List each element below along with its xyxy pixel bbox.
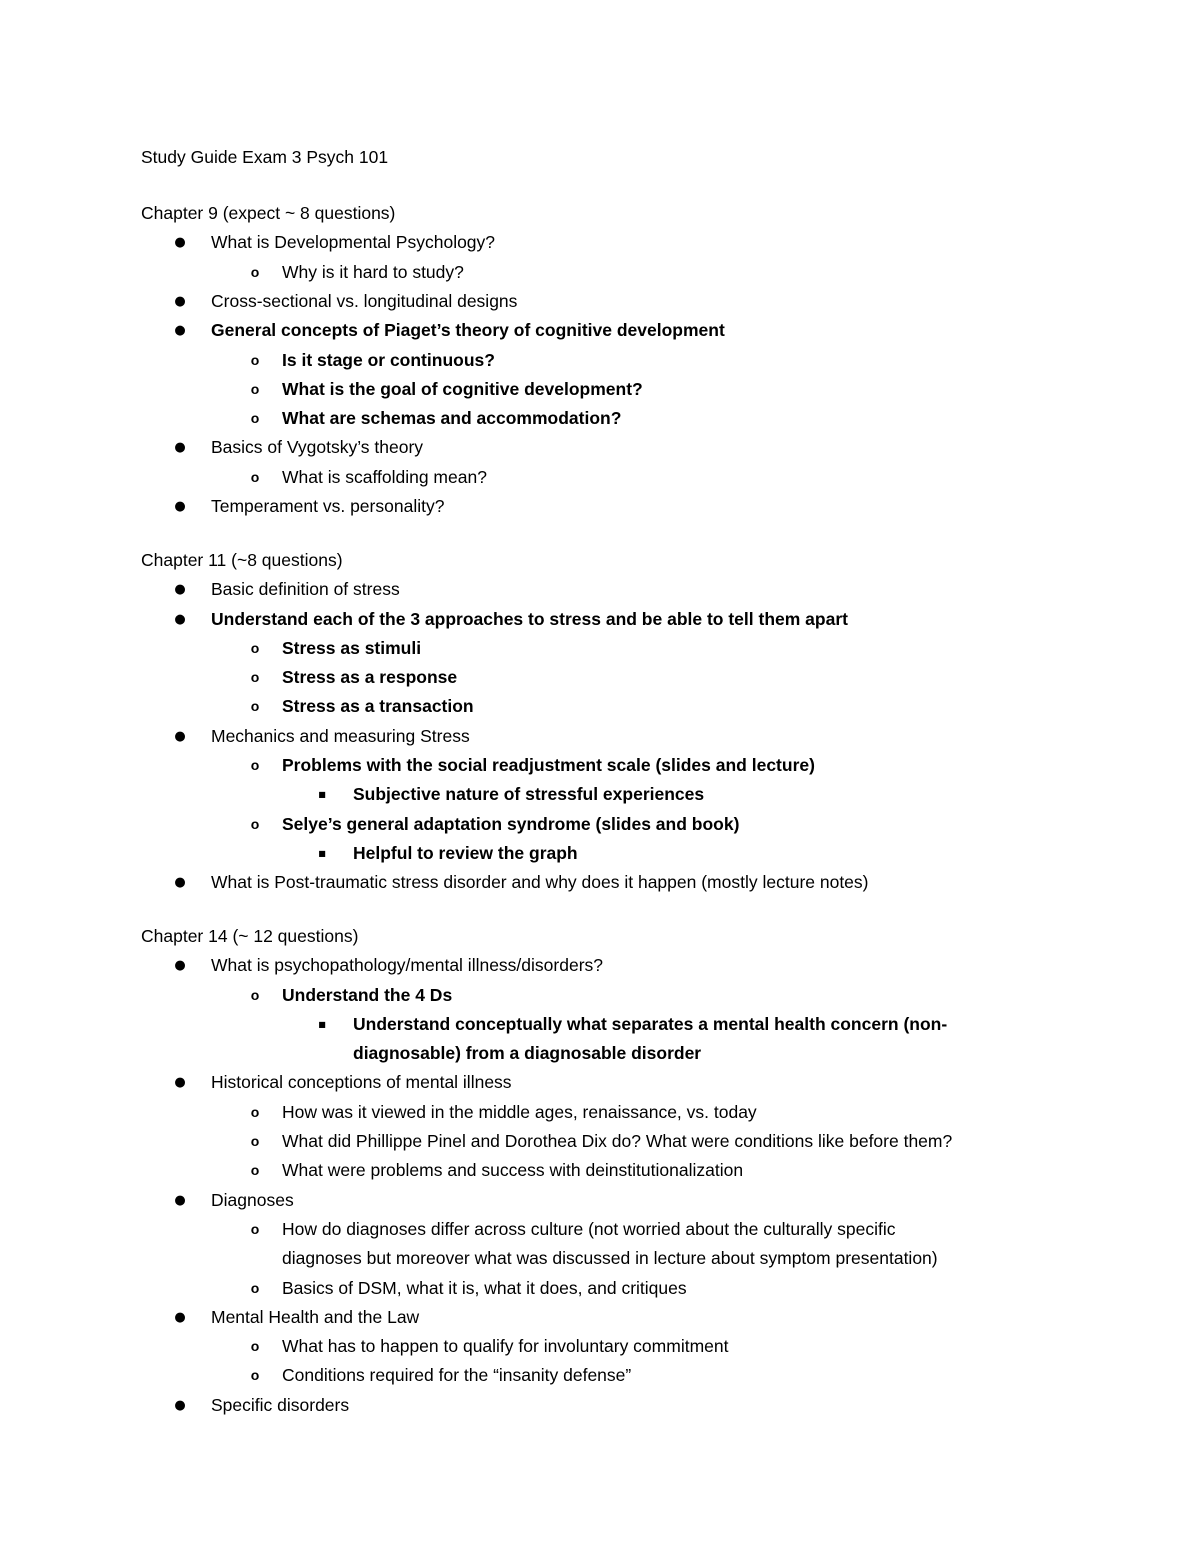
list-item-level-2 bbox=[0, 1156, 1100, 1185]
bullet-circle-icon: o bbox=[250, 469, 260, 485]
bullet-dot-icon: ● bbox=[174, 235, 186, 250]
list-item-level-1 bbox=[0, 1186, 1100, 1215]
list-item-level-1 bbox=[0, 1391, 1100, 1420]
list-item-level-3 bbox=[0, 1010, 1100, 1039]
list-item-level-2 bbox=[0, 810, 1100, 839]
list-item-level-2 bbox=[0, 634, 1100, 663]
list-item-text: How do diagnoses differ across culture (not worried about the culturally specific bbox=[282, 1219, 896, 1239]
list-item-level-2 bbox=[0, 1274, 1100, 1303]
list-item-text: What is the goal of cognitive development? bbox=[282, 379, 643, 399]
list-item-text: Stress as a transaction bbox=[282, 696, 474, 716]
document-title: Study Guide Exam 3 Psych 101 bbox=[141, 147, 389, 167]
bullet-dot-icon: ● bbox=[174, 323, 186, 338]
bullet-circle-icon: o bbox=[250, 1104, 260, 1120]
list-item-text: diagnosable) from a diagnosable disorder bbox=[353, 1043, 702, 1063]
bullet-circle-icon: o bbox=[250, 987, 260, 1003]
bullet-dot-icon: ● bbox=[174, 729, 186, 744]
list-item-text: Stress as a response bbox=[282, 667, 458, 687]
bullet-dot-icon: ● bbox=[174, 499, 186, 514]
list-item-text: diagnoses but moreover what was discussed in lecture about symptom presentation) bbox=[282, 1248, 938, 1268]
bullet-dot-icon: ● bbox=[174, 958, 186, 973]
chapter-heading: Chapter 11 (~8 questions) bbox=[141, 550, 343, 570]
bullet-circle-icon: o bbox=[250, 1162, 260, 1178]
bullet-dot-icon: ● bbox=[174, 1310, 186, 1325]
bullet-circle-icon: o bbox=[250, 1367, 260, 1383]
list-item-level-2 bbox=[0, 1127, 1100, 1156]
list-item-text: What is scaffolding mean? bbox=[282, 467, 487, 487]
list-item-level-1 bbox=[0, 722, 1100, 751]
bullet-circle-icon: o bbox=[250, 698, 260, 714]
list-item-level-1 bbox=[0, 316, 1100, 345]
list-item-text: Mental Health and the Law bbox=[211, 1307, 420, 1327]
list-item-text: What is psychopathology/mental illness/disorders? bbox=[211, 955, 603, 975]
bullet-circle-icon: o bbox=[250, 1338, 260, 1354]
list-item-text: Is it stage or continuous? bbox=[282, 350, 495, 370]
bullet-circle-icon: o bbox=[250, 816, 260, 832]
bullet-dot-icon: ● bbox=[174, 1075, 186, 1090]
list-item-text: What are schemas and accommodation? bbox=[282, 408, 622, 428]
bullet-circle-icon: o bbox=[250, 410, 260, 426]
bullet-circle-icon: o bbox=[250, 757, 260, 773]
list-item-level-2 bbox=[0, 463, 1100, 492]
list-item-level-2 bbox=[0, 375, 1100, 404]
list-item-text: Subjective nature of stressful experiences bbox=[353, 784, 705, 804]
bullet-dot-icon: ● bbox=[174, 582, 186, 597]
bullet-circle-icon: o bbox=[250, 264, 260, 280]
list-item-level-2 bbox=[0, 692, 1100, 721]
list-item-text: Stress as stimuli bbox=[282, 638, 422, 658]
list-item-text: Understand conceptually what separates a mental health concern (non- bbox=[353, 1014, 948, 1034]
list-item-text: What has to happen to qualify for involuntary commitment bbox=[282, 1336, 729, 1356]
list-item-text: Cross-sectional vs. longitudinal designs bbox=[211, 291, 518, 311]
list-item-text: Specific disorders bbox=[211, 1395, 350, 1415]
list-item-level-1 bbox=[0, 605, 1100, 634]
list-item-text: Basics of DSM, what it is, what it does, and critiques bbox=[282, 1278, 687, 1298]
list-item-level-2 bbox=[0, 346, 1100, 375]
list-item-level-1 bbox=[0, 575, 1100, 604]
bullet-circle-icon: o bbox=[250, 1133, 260, 1149]
bullet-circle-icon: o bbox=[250, 1221, 260, 1237]
list-item-level-1 bbox=[0, 868, 1100, 897]
list-item-level-2 bbox=[0, 258, 1100, 287]
list-item-text: Understand each of the 3 approaches to stress and be able to tell them apart bbox=[211, 609, 848, 629]
bullet-circle-icon: o bbox=[250, 669, 260, 685]
list-item-level-2 bbox=[0, 1215, 1100, 1244]
bullet-square-icon: ■ bbox=[318, 1020, 326, 1029]
bullet-dot-icon: ● bbox=[174, 1398, 186, 1413]
bullet-circle-icon: o bbox=[250, 352, 260, 368]
list-item-text: What did Phillippe Pinel and Dorothea Dix do? What were conditions like before them? bbox=[282, 1131, 953, 1151]
list-item-text: Problems with the social readjustment scale (slides and lecture) bbox=[282, 755, 815, 775]
bullet-circle-icon: o bbox=[250, 1280, 260, 1296]
list-item-text: Selye’s general adaptation syndrome (slides and book) bbox=[282, 814, 740, 834]
list-item-text: Basics of Vygotsky’s theory bbox=[211, 437, 424, 457]
list-item-text: Why is it hard to study? bbox=[282, 262, 464, 282]
list-item-level-3 bbox=[0, 780, 1100, 809]
list-item-text: Helpful to review the graph bbox=[353, 843, 578, 863]
list-item-level-3 bbox=[0, 839, 1100, 868]
bullet-square-icon: ■ bbox=[318, 849, 326, 858]
bullet-dot-icon: ● bbox=[174, 1193, 186, 1208]
list-item-text: What were problems and success with deinstitutionalization bbox=[282, 1160, 744, 1180]
bullet-dot-icon: ● bbox=[174, 440, 186, 455]
list-item-level-2 bbox=[0, 981, 1100, 1010]
bullet-circle-icon: o bbox=[250, 381, 260, 397]
list-item-level-1 bbox=[0, 951, 1100, 980]
list-item-level-2 bbox=[0, 1098, 1100, 1127]
list-item-level-1 bbox=[0, 1303, 1100, 1332]
bullet-square-icon: ■ bbox=[318, 790, 326, 799]
bullet-circle-icon: o bbox=[250, 640, 260, 656]
list-item-text: General concepts of Piaget’s theory of cognitive development bbox=[211, 320, 725, 340]
list-item-text: Diagnoses bbox=[211, 1190, 294, 1210]
list-item-level-1 bbox=[0, 1068, 1100, 1097]
list-item-text: Mechanics and measuring Stress bbox=[211, 726, 470, 746]
list-item-level-1 bbox=[0, 492, 1100, 521]
list-item-level-2 bbox=[0, 1332, 1100, 1361]
list-item-text: Conditions required for the “insanity defense” bbox=[282, 1365, 632, 1385]
chapter-heading: Chapter 14 (~ 12 questions) bbox=[141, 926, 359, 946]
list-item-level-2 bbox=[0, 663, 1100, 692]
list-item-level-3 bbox=[0, 1039, 1100, 1068]
list-item-text: What is Post-traumatic stress disorder and why does it happen (mostly lecture notes) bbox=[211, 872, 869, 892]
bullet-dot-icon: ● bbox=[174, 294, 186, 309]
list-item-text: Temperament vs. personality? bbox=[211, 496, 445, 516]
bullet-dot-icon: ● bbox=[174, 875, 186, 890]
list-item-level-2 bbox=[0, 751, 1100, 780]
list-item-text: Basic definition of stress bbox=[211, 579, 400, 599]
bullet-dot-icon: ● bbox=[174, 612, 186, 627]
list-item-level-1 bbox=[0, 228, 1100, 257]
list-item-text: Understand the 4 Ds bbox=[282, 985, 453, 1005]
list-item-text: How was it viewed in the middle ages, renaissance, vs. today bbox=[282, 1102, 757, 1122]
chapter-heading: Chapter 9 (expect ~ 8 questions) bbox=[141, 203, 396, 223]
list-item-level-1 bbox=[0, 433, 1100, 462]
list-item-level-2 bbox=[0, 1244, 1100, 1273]
list-item-level-1 bbox=[0, 287, 1100, 316]
list-item-level-2 bbox=[0, 404, 1100, 433]
list-item-text: What is Developmental Psychology? bbox=[211, 232, 496, 252]
list-item-level-2 bbox=[0, 1361, 1100, 1390]
list-item-text: Historical conceptions of mental illness bbox=[211, 1072, 512, 1092]
